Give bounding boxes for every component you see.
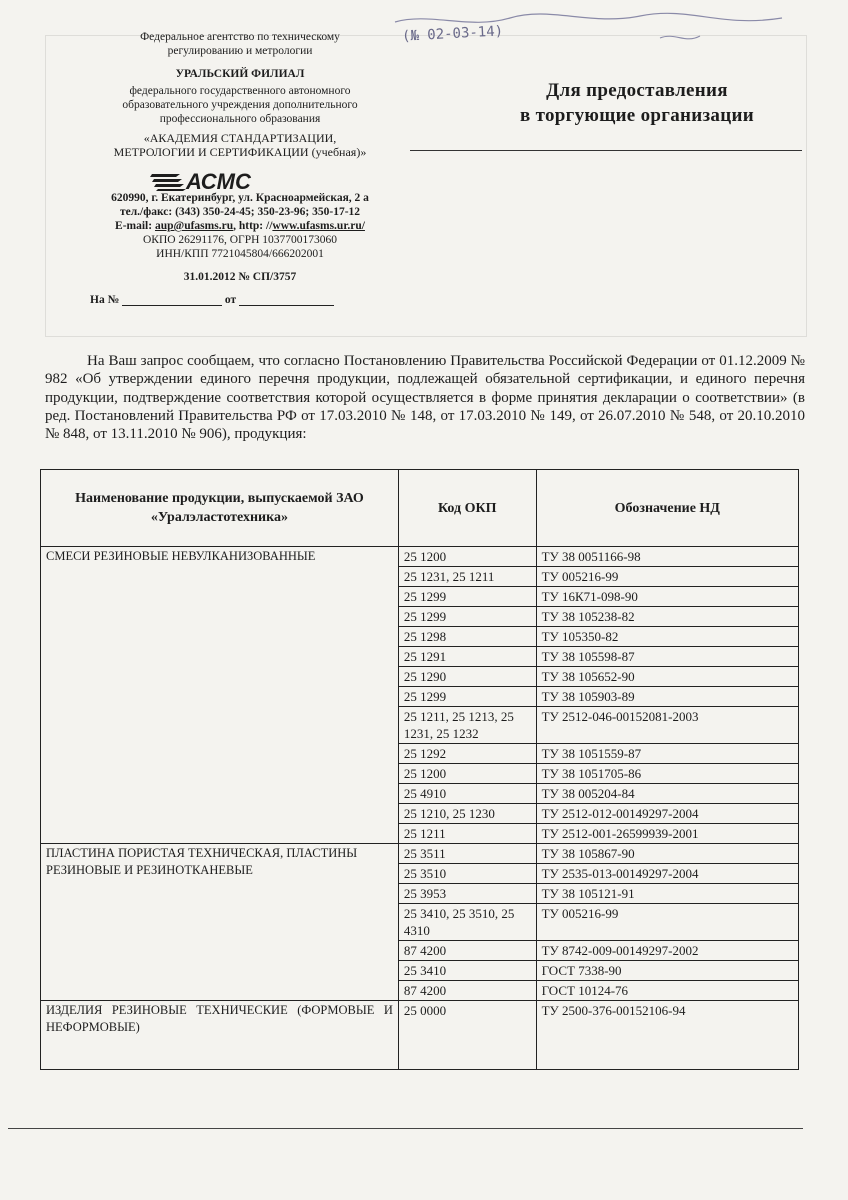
okp-code-cell: 87 4200	[398, 941, 536, 961]
nd-cell: ГОСТ 10124-76	[536, 981, 798, 1001]
okp-code-cell: 25 1211, 25 1213, 25 1231, 25 1232	[398, 707, 536, 744]
okp-code-cell: 25 1210, 25 1230	[398, 804, 536, 824]
okp-code-cell: 25 3953	[398, 884, 536, 904]
nd-cell: ТУ 005216-99	[536, 567, 798, 587]
okp-code-cell: 25 1200	[398, 547, 536, 567]
okp-code-cell: 87 4200	[398, 981, 536, 1001]
web-label: , http: //	[233, 220, 273, 232]
nd-cell: ТУ 38 1051705-86	[536, 764, 798, 784]
nd-cell: ГОСТ 7338-90	[536, 961, 798, 981]
na-number-field	[122, 293, 222, 306]
product-group-name: ПЛАСТИНА ПОРИСТАЯ ТЕХНИЧЕСКАЯ, ПЛАСТИНЫ РЕЗИНОВЫЕ И РЕЗИНОТКАНЕВЫЕ	[41, 844, 399, 1001]
okp-code-cell: 25 0000	[398, 1001, 536, 1070]
web-link[interactable]: www.ufasms.ur.ru/	[272, 220, 365, 232]
body-paragraph	[45, 352, 805, 443]
nd-cell: ТУ 38 105903-89	[536, 687, 798, 707]
okp-code-cell: 25 3410	[398, 961, 536, 981]
destination-underline	[410, 150, 802, 151]
phones: тел./факс: (343) 350-24-45; 350-23-96; 350-17-12	[119, 206, 361, 218]
inn: ИНН/КПП 7721045804/666202001	[156, 248, 324, 260]
nd-cell: ТУ 005216-99	[536, 904, 798, 941]
org-line-3: профессионального образования	[159, 113, 321, 125]
document-reference: 31.01.2012 № СП/3757	[183, 271, 297, 283]
header-nd: Обозначение НД	[536, 470, 798, 547]
okp-code-cell: 25 1291	[398, 647, 536, 667]
logo-text: АСМС	[186, 169, 251, 192]
nd-cell: ТУ 2512-046-00152081-2003	[536, 707, 798, 744]
table-header-row	[41, 470, 799, 547]
nd-cell: ТУ 38 105238-82	[536, 607, 798, 627]
email-label: E-mail:	[115, 220, 155, 232]
table-row	[41, 844, 799, 864]
nd-cell: ТУ 16К71-098-90	[536, 587, 798, 607]
nd-cell: ТУ 38 105652-90	[536, 667, 798, 687]
table-row	[41, 547, 799, 567]
handwritten-number: (№ 02-03-14)	[401, 23, 504, 45]
okp-code-cell: 25 4910	[398, 784, 536, 804]
agency-line-2: регулированию и метрологии	[167, 45, 313, 57]
nd-cell: ТУ 8742-009-00149297-2002	[536, 941, 798, 961]
letterhead	[40, 30, 440, 284]
branch-title: УРАЛЬСКИЙ ФИЛИАЛ	[175, 68, 305, 80]
nd-cell: ТУ 38 105598-87	[536, 647, 798, 667]
asms-logo	[150, 168, 290, 192]
ot-date-field	[239, 293, 334, 306]
org-line-1: федерального государственного автономного	[129, 85, 351, 97]
product-group-name: СМЕСИ РЕЗИНОВЫЕ НЕВУЛКАНИЗОВАННЫЕ	[41, 547, 399, 844]
nd-cell: ТУ 38 105121-91	[536, 884, 798, 904]
okpo: ОКПО 26291176, ОГРН 1037700173060	[142, 234, 338, 246]
nd-cell: ТУ 2512-001-26599939-2001	[536, 824, 798, 844]
address: 620990, г. Екатеринбург, ул. Красноармейская, 2 а	[111, 192, 369, 204]
okp-code-cell: 25 1299	[398, 607, 536, 627]
agency-line-1: Федеральное агентство по техническому	[140, 31, 340, 43]
ot-label: от	[224, 294, 237, 306]
okp-code-cell: 25 1299	[398, 587, 536, 607]
destination-block	[487, 78, 787, 128]
product-group-name: ИЗДЕЛИЯ РЕЗИНОВЫЕ ТЕХНИЧЕСКИЕ (ФОРМОВЫЕ И НЕФОРМОВЫЕ)	[41, 1001, 399, 1070]
okp-code-cell: 25 1298	[398, 627, 536, 647]
destination-line-2: в торгующие организации	[520, 105, 754, 126]
okp-code-cell: 25 1292	[398, 744, 536, 764]
okp-code-cell: 25 1290	[398, 667, 536, 687]
nd-cell: ТУ 38 1051559-87	[536, 744, 798, 764]
okp-code-cell: 25 3410, 25 3510, 25 4310	[398, 904, 536, 941]
nd-cell: ТУ 38 0051166-98	[536, 547, 798, 567]
okp-code-cell: 25 1299	[398, 687, 536, 707]
contacts-line	[40, 219, 440, 233]
nd-cell: ТУ 2535-013-00149297-2004	[536, 864, 798, 884]
nd-cell: ТУ 38 105867-90	[536, 844, 798, 864]
nd-cell: ТУ 2500-376-00152106-94	[536, 1001, 798, 1070]
okp-code-cell: 25 3511	[398, 844, 536, 864]
product-table	[40, 469, 799, 1070]
email-link[interactable]: aup@ufasms.ru	[154, 220, 234, 232]
reply-reference	[90, 293, 334, 306]
org-line-2: образовательного учреждения дополнительного	[122, 99, 358, 111]
destination-line-1: Для предоставления	[546, 80, 728, 101]
table-row	[41, 1001, 799, 1070]
okp-code-cell: 25 1211	[398, 824, 536, 844]
nd-cell: ТУ 105350-82	[536, 627, 798, 647]
table-body	[41, 547, 799, 1070]
academy-line-2: МЕТРОЛОГИИ И СЕРТИФИКАЦИИ (учебная)»	[113, 145, 367, 159]
nd-cell: ТУ 2512-012-00149297-2004	[536, 804, 798, 824]
nd-cell: ТУ 38 005204-84	[536, 784, 798, 804]
handwritten-note	[390, 8, 790, 53]
na-label: На №	[90, 294, 120, 306]
okp-code-cell: 25 1231, 25 1211	[398, 567, 536, 587]
okp-code-cell: 25 3510	[398, 864, 536, 884]
academy-line-1: «АКАДЕМИЯ СТАНДАРТИЗАЦИИ,	[143, 131, 337, 145]
logo-graphic	[150, 168, 290, 192]
okp-code-cell: 25 1200	[398, 764, 536, 784]
body-paragraph-text: На Ваш запрос сообщаем, что согласно Постановлению Правительства Российской Федерации от 01.12.2009 № 982 «Об утверждении единого перечня продукции, подлежащей обязательной сертификации, и единого перечня продукции, подтверждение соответствия которой осуществляется в форме принятия декларации о соответствии» (в ред. Постановлений Правительства РФ от 17.03.2010 № 148, от 17.03.2010 № 149, от 26.07.2010 № 548, от 20.10.2010 № 848, от 13.11.2010 № 906), продукция:	[45, 353, 805, 443]
bottom-rule	[8, 1128, 803, 1129]
header-okp-code: Код ОКП	[398, 470, 536, 547]
header-product-name: Наименование продукции, выпускаемой ЗАО «Уралэластотехника»	[41, 470, 399, 547]
